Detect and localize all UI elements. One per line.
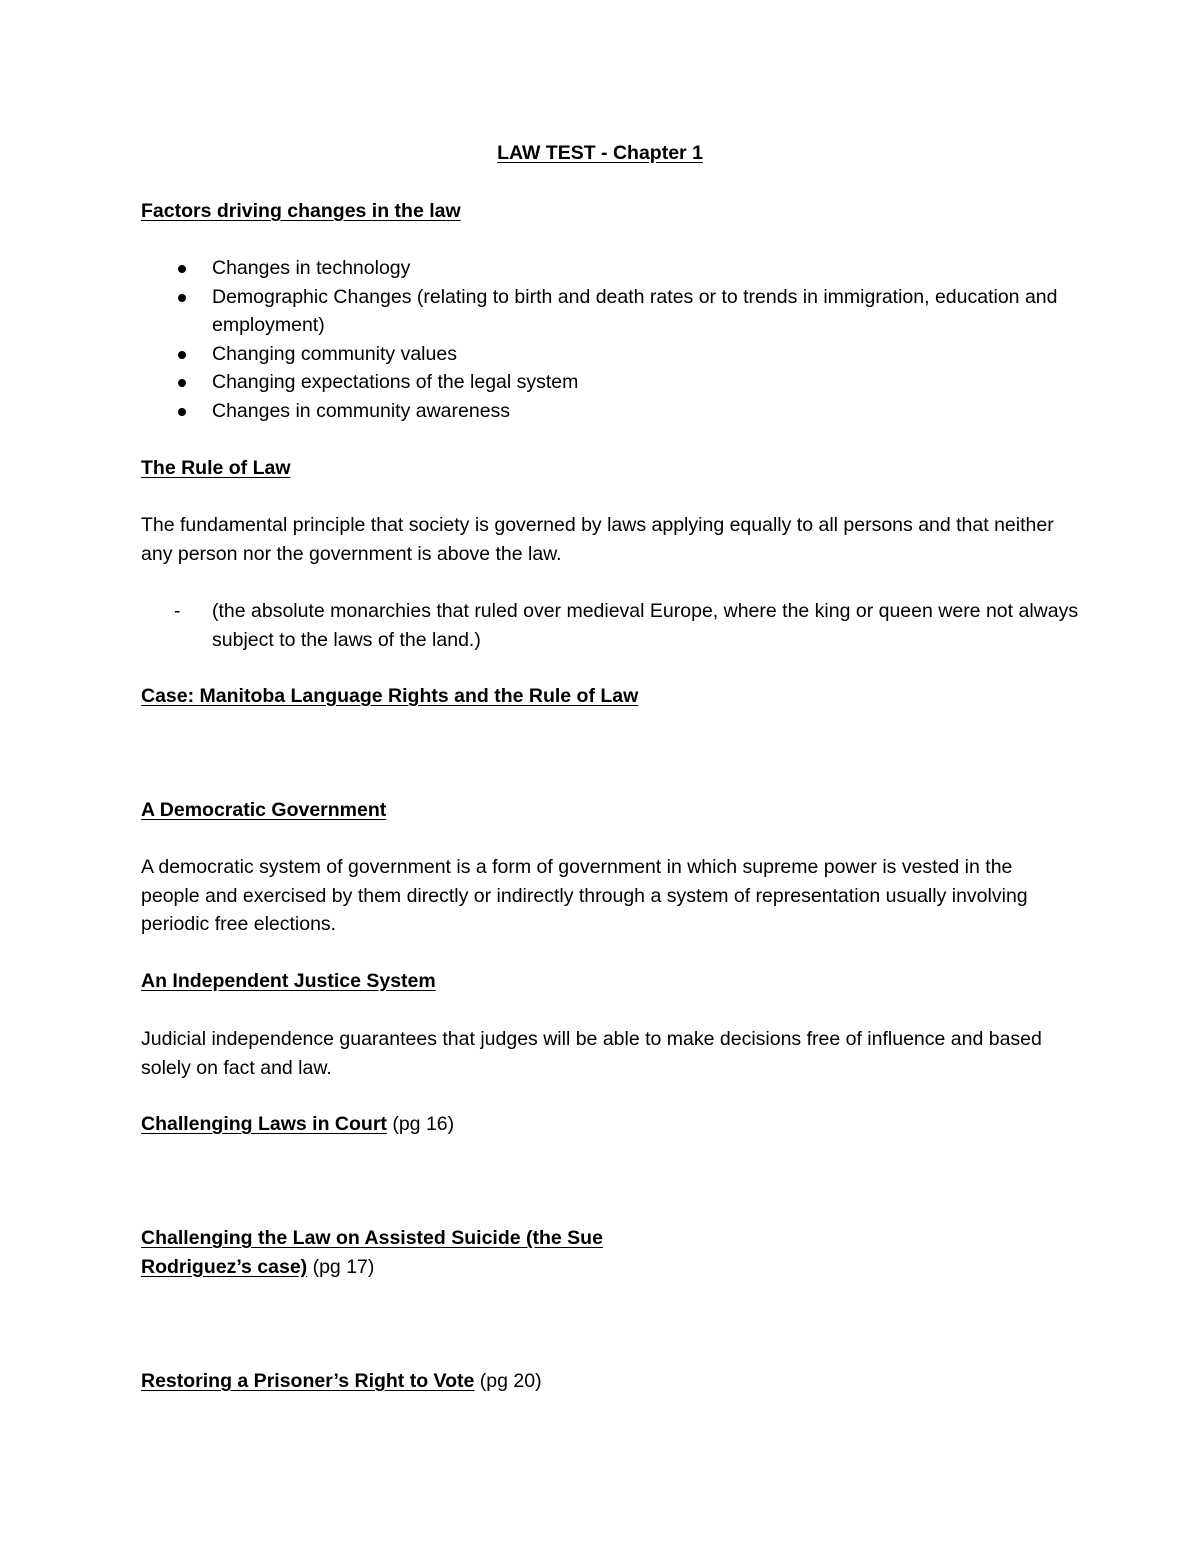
bullet-icon xyxy=(178,265,186,273)
list-item: Changing expectations of the legal system xyxy=(141,368,1061,397)
dash-mark: - xyxy=(174,600,181,622)
rule-of-law-note-text: (the absolute monarchies that ruled over medieval Europe, where the king or queen were not always subject to the laws of the land.) xyxy=(212,600,1079,651)
assisted-suicide-heading: Challenging the Law on Assisted Suicide (the Sue Rodriguez’s case) xyxy=(141,1227,603,1278)
bullet-icon xyxy=(178,379,186,387)
challenging-laws-page-ref: (pg 16) xyxy=(386,1113,455,1135)
factors-list xyxy=(141,254,1061,426)
bullet-icon xyxy=(178,351,186,359)
prisoner-vote-line xyxy=(141,1367,1061,1396)
democratic-paragraph: A democratic system of government is a form of government in which supreme power is vested in the people and exercised by them directly or indirectly through a system of representation usually involving periodic free elections. xyxy=(141,856,1028,936)
challenging-laws-heading: Challenging Laws in Court xyxy=(141,1113,387,1135)
list-item: Changing community values xyxy=(141,340,1061,369)
list-item: Changes in community awareness xyxy=(141,397,1061,426)
rule-of-law-heading: The Rule of Law xyxy=(141,457,291,479)
document-title: LAW TEST - Chapter 1 xyxy=(497,142,703,164)
bullet-icon xyxy=(178,408,186,416)
challenging-laws-line xyxy=(141,1110,1061,1139)
justice-heading: An Independent Justice System xyxy=(141,970,436,992)
rule-of-law-note xyxy=(141,597,1132,654)
factors-heading: Factors driving changes in the law xyxy=(141,200,461,222)
prisoner-vote-heading: Restoring a Prisoner’s Right to Vote xyxy=(141,1370,475,1392)
democratic-heading: A Democratic Government xyxy=(141,799,387,821)
manitoba-case-heading: Case: Manitoba Language Rights and the Rule of Law xyxy=(141,685,639,707)
prisoner-vote-page-ref: (pg 20) xyxy=(474,1370,542,1392)
assisted-suicide-page-ref: (pg 17) xyxy=(307,1255,375,1278)
list-item: Changes in technology xyxy=(141,254,1061,283)
list-item: Demographic Changes (relating to birth and death rates or to trends in immigration, education and employment) xyxy=(141,283,1061,340)
bullet-icon xyxy=(178,294,186,302)
justice-paragraph: Judicial independence guarantees that judges will be able to make decisions free of influence and based solely on fact and law. xyxy=(141,1028,1042,1079)
rule-of-law-paragraph: The fundamental principle that society is governed by laws applying equally to all persons and that neither any person nor the government is above the law. xyxy=(141,514,1054,565)
assisted-suicide-line xyxy=(141,1224,701,1281)
